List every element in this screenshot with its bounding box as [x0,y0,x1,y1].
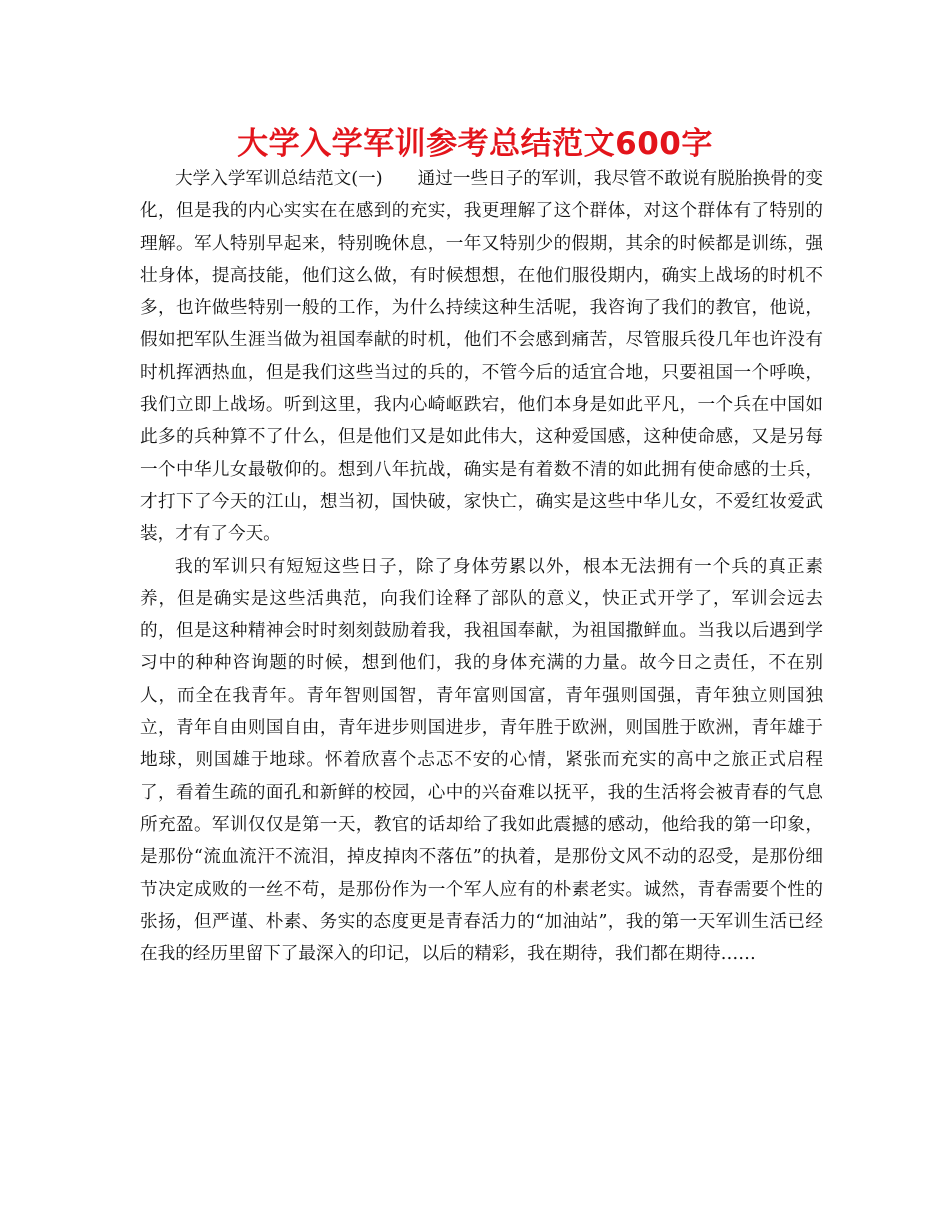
paragraph-2 [140,551,823,971]
paragraph-1 [140,163,823,551]
paragraph-1-text: 通过一些日子的军训，我尽管不敢说有脱胎换骨的变化，但是我的内心实实在在感到的充实，我更理解了这个群体，对这个群体有了特别的理解。军人特别早起来，特别晚休息，一年又特别少的假期，其余的时候都是训练，强壮身体，提高技能，他们这么做，有时候想想，在他们服役期内，确实上战场的时机不多，也许做些特别一般的工作，为什么持续这种生活呢，我咨询了我们的教官，他说，假如把军队生涯当做为祖国奉献的时机，他们不会感到痛苦，尽管服兵役几年也许没有时机挥洒热血，但是我们这些当过的兵的，不管今后的适宜合地，只要祖国一个呼唤，我们立即上战场。听到这里，我内心崎岖跌宕，他们本身是如此平凡，一个兵在中国如此多的兵种算不了什么，但是他们又是如此伟大，这种爱国感，这种使命感，又是另每一个中华儿女最敬仰的。想到八年抗战，确实是有着数不清的如此拥有使命感的士兵，才打下了今天的江山，想当初，国快破，家快亡，确实是这些中华儿女，不爱红妆爱武装，才有了今天。 [140,169,823,545]
section-heading: 大学入学军训总结范文(一) [175,169,383,189]
paragraph-2-text: 我的军训只有短短这些日子，除了身体劳累以外，根本无法拥有一个兵的真正素养，但是确实是这些活典范，向我们诠释了部队的意义，快正式开学了，军训会远去的，但是这种精神会时时刻刻鼓励着我，我祖国奉献，为祖国撒鲜血。当我以后遇到学习中的种种咨询题的时候，想到他们，我的身体充满的力量。故今日之责任，不在别人，而全在我青年。青年智则国智，青年富则国富，青年强则国强，青年独立则国独立，青年自由则国自由，青年进步则国进步，青年胜于欧洲，则国胜于欧洲，青年雄于地球，则国雄于地球。怀着欣喜个忐忑不安的心情，紧张而充实的高中之旅正式启程了，看着生疏的面孔和新鲜的校园，心中的兴奋难以抚平，我的生活将会被青春的气息所充盈。军训仅仅是第一天，教官的话却给了我如此震撼的感动，他给我的第一印象，是那份“流血流汗不流泪，掉皮掉肉不落伍”的执着，是那份文风不动的忍受，是那份细节决定成败的一丝不苟，是那份作为一个军人应有的朴素老实。诚然，青春需要个性的张扬，但严谨、朴素、务实的态度更是青春活力的“加油站”，我的第一天军训生活已经在我的经历里留下了最深入的印记，以后的精彩，我在期待，我们都在期待…… [140,556,823,965]
page-title: 大学入学军训参考总结范文600字 [237,126,713,162]
document-body [140,163,823,970]
